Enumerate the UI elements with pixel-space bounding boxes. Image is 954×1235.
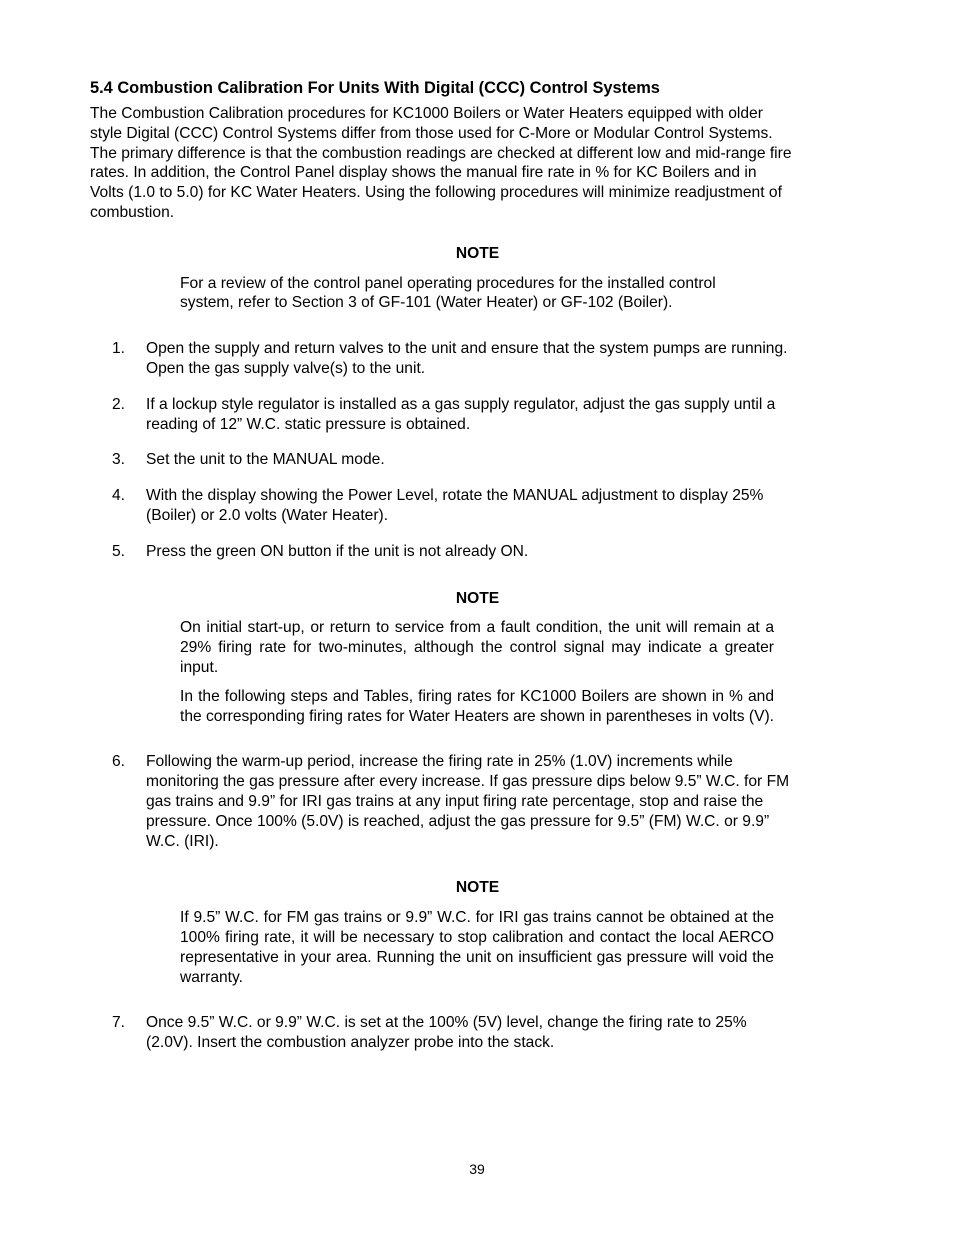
step-item <box>90 542 865 562</box>
step-item <box>90 339 865 379</box>
step-line: If a lockup style regulator is installed as a gas supply regulator, adjust the gas supply until a <box>146 395 776 413</box>
step-line: (2.0V). Insert the combustion analyzer probe into the stack. <box>146 1034 555 1052</box>
note-paragraph: On initial start-up, or return to service from a fault condition, the unit will remain at a 29% firing rate for two-minutes, although the control signal may indicate a greater input. <box>180 619 774 676</box>
note-line: system, refer to Section 3 of GF-101 (Water Heater) or GF-102 (Boiler). <box>180 294 673 312</box>
note-gas-pressure <box>180 908 774 987</box>
note-heading: NOTE <box>455 879 500 897</box>
step-line: With the display showing the Power Level, rotate the MANUAL adjustment to display 25% <box>146 487 764 505</box>
intro-line: combustion. <box>90 203 175 221</box>
step-line: gas trains and 9.9” for IRI gas trains at any input firing rate percentage, stop and raise the <box>146 792 764 810</box>
page-number: 39 <box>469 1161 485 1177</box>
steps-list <box>90 339 865 561</box>
step-line: Open the gas supply valve(s) to the unit. <box>146 359 426 377</box>
note-heading: NOTE <box>455 244 500 262</box>
steps-list <box>90 1013 865 1053</box>
note-review-controls <box>180 274 774 314</box>
intro-line: The Combustion Calibration procedures for KC1000 Boilers or Water Heaters equipped with older <box>90 105 763 122</box>
step-line: reading of 12” W.C. static pressure is obtained. <box>146 415 471 433</box>
step-line: monitoring the gas pressure after every increase. If gas pressure dips below 9.5” W.C. for FM <box>146 773 790 791</box>
step-item <box>90 450 865 470</box>
note-paragraph: If 9.5” W.C. for FM gas trains or 9.9” W.C. for IRI gas trains cannot be obtained at the 100% firing rate, it will be necessary to stop calibration and contact the local AERCO representative in your area. Running the unit on insufficient gas pressure will void the warranty. <box>180 909 774 986</box>
step-number: 4. <box>112 487 126 505</box>
step-item <box>90 1013 865 1053</box>
step-number: 6. <box>112 753 126 771</box>
step-line: W.C. (IRI). <box>146 832 219 850</box>
step-number: 3. <box>112 451 126 469</box>
intro-line: Volts (1.0 to 5.0) for KC Water Heaters. Using the following procedures will minimize readjustment of <box>90 184 782 202</box>
note-heading: NOTE <box>455 589 500 607</box>
note-line: For a review of the control panel operating procedures for the installed control <box>180 274 716 292</box>
step-number: 2. <box>112 395 126 413</box>
step-line: Open the supply and return valves to the unit and ensure that the system pumps are running. <box>146 340 788 358</box>
step-line: Set the unit to the MANUAL mode. <box>146 451 385 469</box>
step-item <box>90 395 865 435</box>
intro-paragraph <box>90 104 865 223</box>
intro-line: rates. In addition, the Control Panel display shows the manual fire rate in % for KC Boilers and in <box>90 164 757 182</box>
step-number: 7. <box>112 1014 126 1032</box>
step-item <box>90 486 865 526</box>
step-number: 1. <box>112 340 126 358</box>
step-line: Once 9.5” W.C. or 9.9” W.C. is set at the 100% (5V) level, change the firing rate to 25% <box>146 1014 747 1032</box>
steps-list <box>90 752 865 851</box>
intro-line: The primary difference is that the combustion readings are checked at different low and mid-range fire <box>90 144 792 162</box>
note-paragraph: In the following steps and Tables, firing rates for KC1000 Boilers are shown in % and the corresponding firing rates for Water Heaters are shown in parentheses in volts (V). <box>180 687 774 725</box>
step-number: 5. <box>112 542 126 560</box>
step-item <box>90 752 865 851</box>
note-startup <box>180 618 774 726</box>
step-line: Following the warm-up period, increase the firing rate in 25% (1.0V) increments while <box>146 753 733 771</box>
intro-line: style Digital (CCC) Control Systems differ from those used for C-More or Modular Control Systems. <box>90 124 773 142</box>
page-content <box>90 78 865 1053</box>
step-line: Press the green ON button if the unit is not already ON. <box>146 542 529 560</box>
section-title: 5.4 Combustion Calibration For Units With Digital (CCC) Control Systems <box>90 79 660 97</box>
step-line: pressure. Once 100% (5.0V) is reached, adjust the gas pressure for 9.5” (FM) W.C. or 9.9” <box>146 812 770 830</box>
step-line: (Boiler) or 2.0 volts (Water Heater). <box>146 506 389 524</box>
